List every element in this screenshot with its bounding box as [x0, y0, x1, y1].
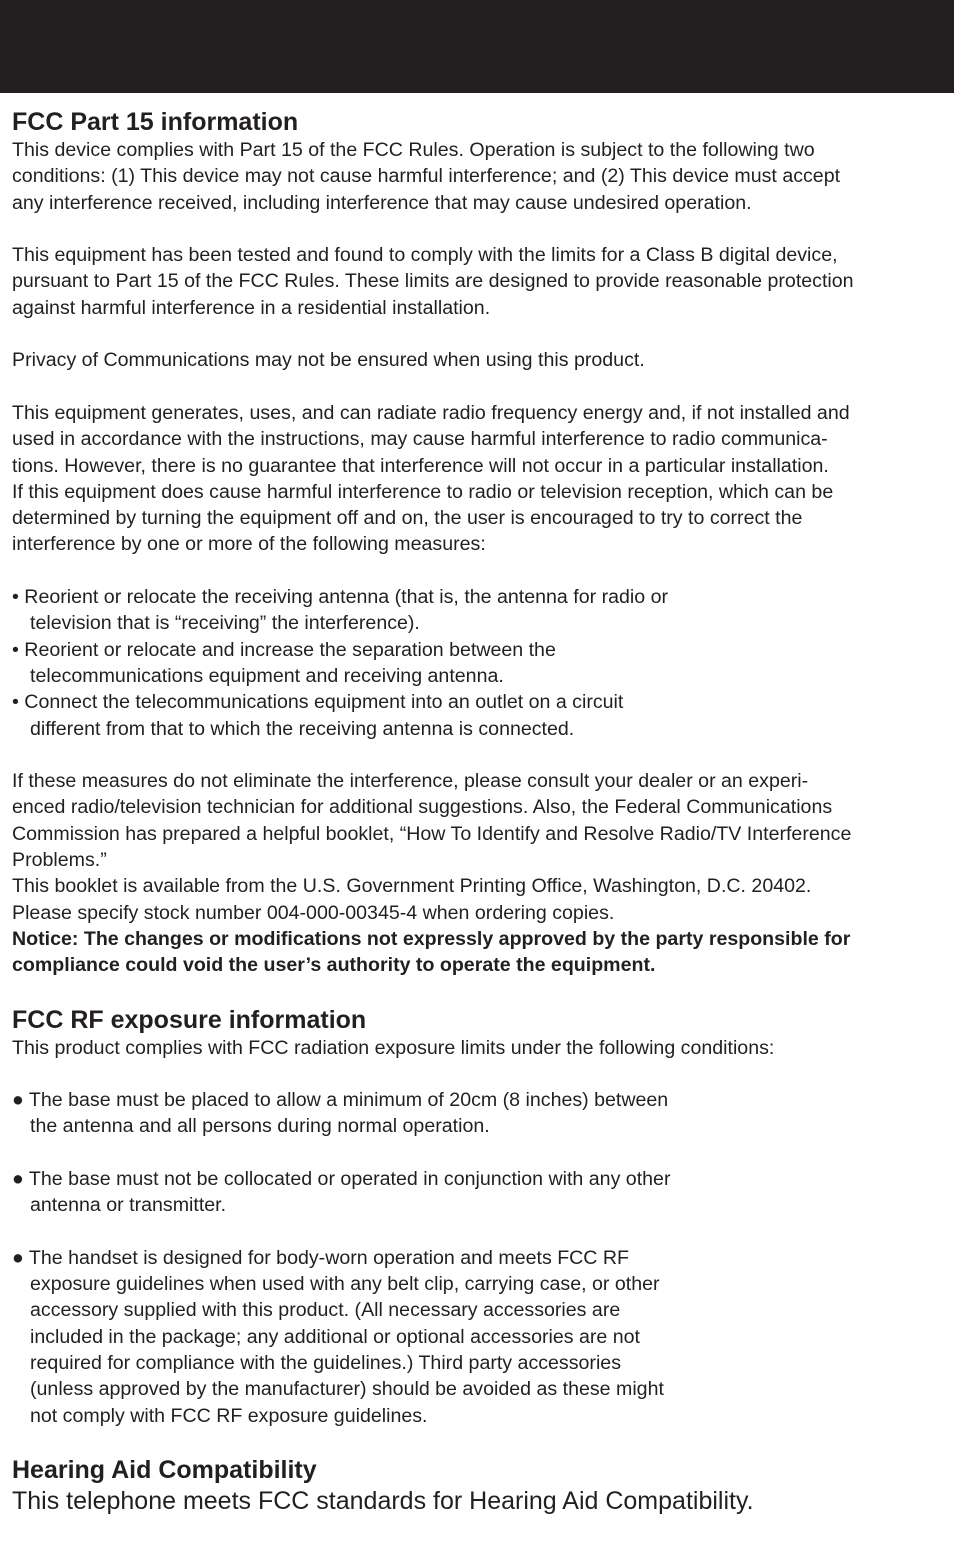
text-line: ● The base must be placed to allow a minimum of 20cm (8 inches) between [12, 1089, 669, 1112]
text-line: the antenna and all persons during normal operation. [30, 1115, 490, 1138]
text-line: Notice: The changes or modifications not expressly approved by the party responsible for [12, 927, 851, 950]
text-line: Please specify stock number 004-000-00345-4 when ordering copies. [12, 901, 615, 924]
text-line: television that is “receiving” the interference). [30, 612, 420, 635]
text-line: This booklet is available from the U.S. Government Printing Office, Washington, D.C. 20402. [12, 875, 812, 898]
text-line: antenna or transmitter. [30, 1194, 227, 1217]
text-line: • Reorient or relocate the receiving antenna (that is, the antenna for radio or [12, 586, 669, 609]
fcc15-paragraph-3 [12, 347, 952, 373]
text-line: compliance could void the user’s authority to operate the equipment. [12, 954, 656, 977]
fcc15-paragraph-4 [12, 400, 952, 558]
text-line: This device complies with Part 15 of the FCC Rules. Operation is subject to the following two [12, 139, 815, 161]
text-line: tions. However, there is no guarantee that interference will not occur in a particular installation. [12, 454, 829, 477]
rf-bullet-3 [12, 1245, 952, 1429]
text-line: This equipment generates, uses, and can radiate radio frequency energy and, if not installed and [12, 401, 850, 424]
document-body [12, 107, 952, 1517]
text-line: accessory supplied with this product. (All necessary accessories are [30, 1299, 621, 1322]
fcc15-paragraph-2 [12, 242, 952, 321]
fcc15-bullet-1 [12, 584, 952, 637]
text-line: required for compliance with the guidelines.) Third party accessories [30, 1352, 621, 1375]
text-line: ● The handset is designed for body-worn operation and meets FCC RF [12, 1246, 630, 1269]
text-line: enced radio/television technician for additional suggestions. Also, the Federal Communications [12, 796, 833, 819]
text-line: Commission has prepared a helpful booklet, “How To Identify and Resolve Radio/TV Interference [12, 822, 852, 845]
text-line: (unless approved by the manufacturer) should be avoided as these might [30, 1378, 664, 1401]
text-line: If these measures do not eliminate the interference, please consult your dealer or an experi- [12, 770, 809, 793]
text-line: This product complies with FCC radiation exposure limits under the following conditions: [12, 1036, 775, 1059]
text-line: ● The base must not be collocated or operated in conjunction with any other [12, 1167, 671, 1190]
fcc15-notice [12, 926, 952, 979]
header-bar [0, 0, 954, 93]
text-line: Privacy of Communications may not be ensured when using this product. [12, 349, 645, 372]
fcc15-paragraph-1 [12, 137, 952, 216]
text-line: pursuant to Part 15 of the FCC Rules. These limits are designed to provide reasonable protection [12, 270, 854, 293]
text-line: used in accordance with the instructions, may cause harmful interference to radio communica- [12, 428, 828, 451]
text-line: Problems.” [12, 849, 107, 872]
text-line: conditions: (1) This device may not cause harmful interference; and (2) This device must accept [12, 165, 841, 188]
rf-bullet-2 [12, 1166, 952, 1219]
text-line: This equipment has been tested and found to comply with the limits for a Class B digital device, [12, 244, 838, 267]
text-line: any interference received, including interference that may cause undesired operation. [12, 191, 752, 214]
text-line: • Reorient or relocate and increase the separation between the [12, 638, 556, 661]
text-line: If this equipment does cause harmful interference to radio or television reception, which can be [12, 480, 834, 503]
fcc15-heading: FCC Part 15 information [12, 108, 299, 136]
text-line: different from that to which the receiving antenna is connected. [30, 717, 575, 740]
text-line: included in the package; any additional or optional accessories are not [30, 1325, 640, 1348]
text-line: telecommunications equipment and receiving antenna. [30, 664, 504, 687]
rf-heading: FCC RF exposure information [12, 1005, 367, 1034]
text-line: not comply with FCC RF exposure guidelines. [30, 1404, 428, 1427]
fcc15-paragraph-5 [12, 768, 952, 926]
fcc15-bullet-3 [12, 689, 952, 742]
hac-text: This telephone meets FCC standards for Hearing Aid Compatibility. [12, 1486, 754, 1515]
text-line: determined by turning the equipment off and on, the user is encouraged to try to correct the [12, 507, 803, 530]
text-line: interference by one or more of the following measures: [12, 533, 486, 556]
fcc15-bullet-2 [12, 637, 952, 690]
rf-bullet-1 [12, 1087, 952, 1140]
hac-heading: Hearing Aid Compatibility [12, 1455, 317, 1484]
rf-intro [12, 1035, 952, 1061]
text-line: • Connect the telecommunications equipment into an outlet on a circuit [12, 691, 624, 714]
text-line: exposure guidelines when used with any belt clip, carrying case, or other [30, 1273, 660, 1296]
text-line: against harmful interference in a residential installation. [12, 296, 491, 319]
